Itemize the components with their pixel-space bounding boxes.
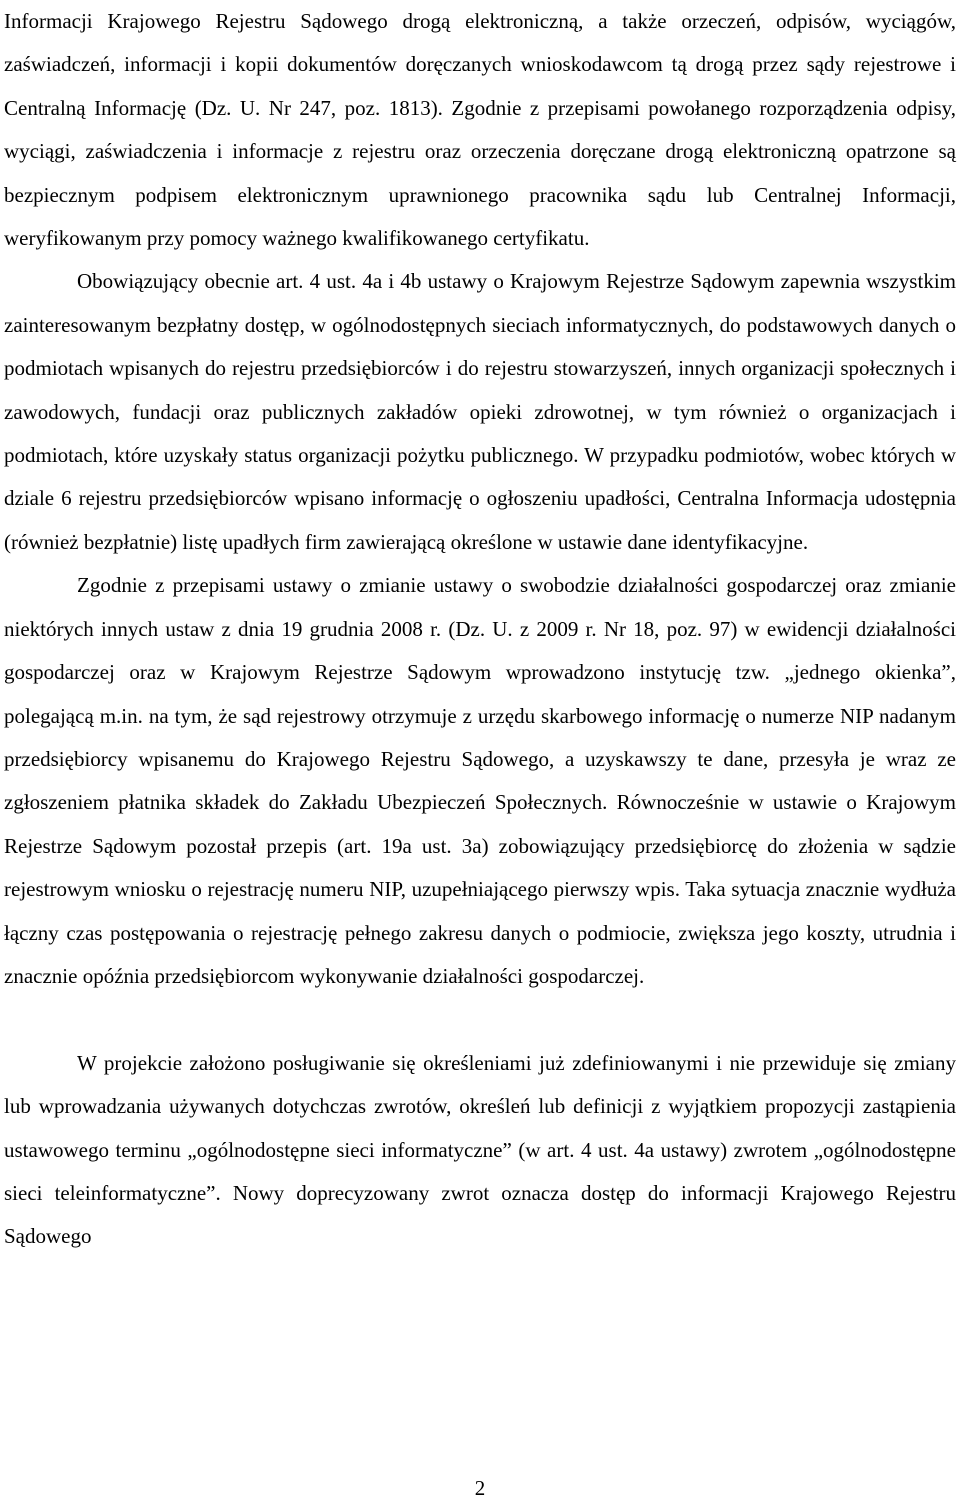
paragraph-spacer — [4, 998, 956, 1041]
page-number: 2 — [474, 1476, 486, 1500]
document-body — [4, 0, 956, 1259]
paragraph-1: Informacji Krajowego Rejestru Sądowego drogą elektroniczną, a także orzeczeń, odpisów, wyciągów, zaświadczeń, informacji i kopii dokumentów doręczanych wnioskodawcom tą drogą przez sądy rejestrowe i Centralną Informację (Dz. U. Nr 247, poz. 1813). Zgodnie z przepisami powołanego rozporządzenia odpisy, wyciągi, zaświadczenia i informacje z rejestru oraz orzeczenia doręczane drogą elektroniczną opatrzone są bezpiecznym podpisem elektronicznym uprawnionego pracownika sądu lub Centralnej Informacji, weryfikowanym przy pomocy ważnego kwalifikowanego certyfikatu. — [4, 9, 956, 251]
paragraph-3: Zgodnie z przepisami ustawy o zmianie ustawy o swobodzie działalności gospodarczej oraz zmianie niektórych innych ustaw z dnia 19 grudnia 2008 r. (Dz. U. z 2009 r. Nr 18, poz. 97) w ewidencji działalności gospodarczej oraz w Krajowym Rejestrze Sądowym wprowadzono instytucję tzw. „jednego okienka”, polegającą m.in. na tym, że sąd rejestrowy otrzymuje z urzędu skarbowego informację o numerze NIP nadanym przedsiębiorcy wpisanemu do Krajowego Rejestru Sądowego, a uzyskawszy te dane, przesyła je wraz ze zgłoszeniem płatnika składek do Zakładu Ubezpieczeń Społecznych. Równocześnie w ustawie o Krajowym Rejestrze Sądowym pozostał przepis (art. 19a ust. 3a) zobowiązujący przedsiębiorcę do złożenia w sądzie rejestrowym wniosku o rejestrację numeru NIP, uzupełniającego pierwszy wpis. Taka sytuacja znacznie wydłuża łączny czas postępowania o rejestrację pełnego zakresu danych o podmiocie, zwiększa jego koszty, utrudnia i znacznie opóźnia przedsiębiorcom wykonywanie działalności gospodarczej. — [4, 573, 956, 988]
paragraph-4: W projekcie założono posługiwanie się określeniami już zdefiniowanymi i nie przewiduje się zmiany lub wprowadzania używanych dotychczas zwrotów, określeń lub definicji z wyjątkiem propozycji zastąpienia ustawowego terminu „ogólnodostępne sieci informatyczne” (w art. 4 ust. 4a ustawy) zwrotem „ogólnodostępne sieci teleinformatyczne”. Nowy doprecyzowany zwrot oznacza dostęp do informacji Krajowego Rejestru Sądowego — [4, 1050, 956, 1249]
paragraph-2: Obowiązujący obecnie art. 4 ust. 4a i 4b ustawy o Krajowym Rejestrze Sądowym zapewnia wszystkim zainteresowanym bezpłatny dostęp, w ogólnodostępnych sieciach informatycznych, do podstawowych danych o podmiotach wpisanych do rejestru przedsiębiorców i do rejestru stowarzyszeń, innych organizacji społecznych i zawodowych, fundacji oraz publicznych zakładów opieki zdrowotnej, w tym również o organizacjach i podmiotach, które uzyskały status organizacji pożytku publicznego. W przypadku podmiotów, wobec których w dziale 6 rejestru przedsiębiorców wpisano informację o ogłoszeniu upadłości, Centralna Informacja udostępnia (również bezpłatnie) listę upadłych firm zawierającą określone w ustawie dane identyfikacyjne. — [4, 269, 956, 554]
document-page — [4, 0, 956, 1501]
